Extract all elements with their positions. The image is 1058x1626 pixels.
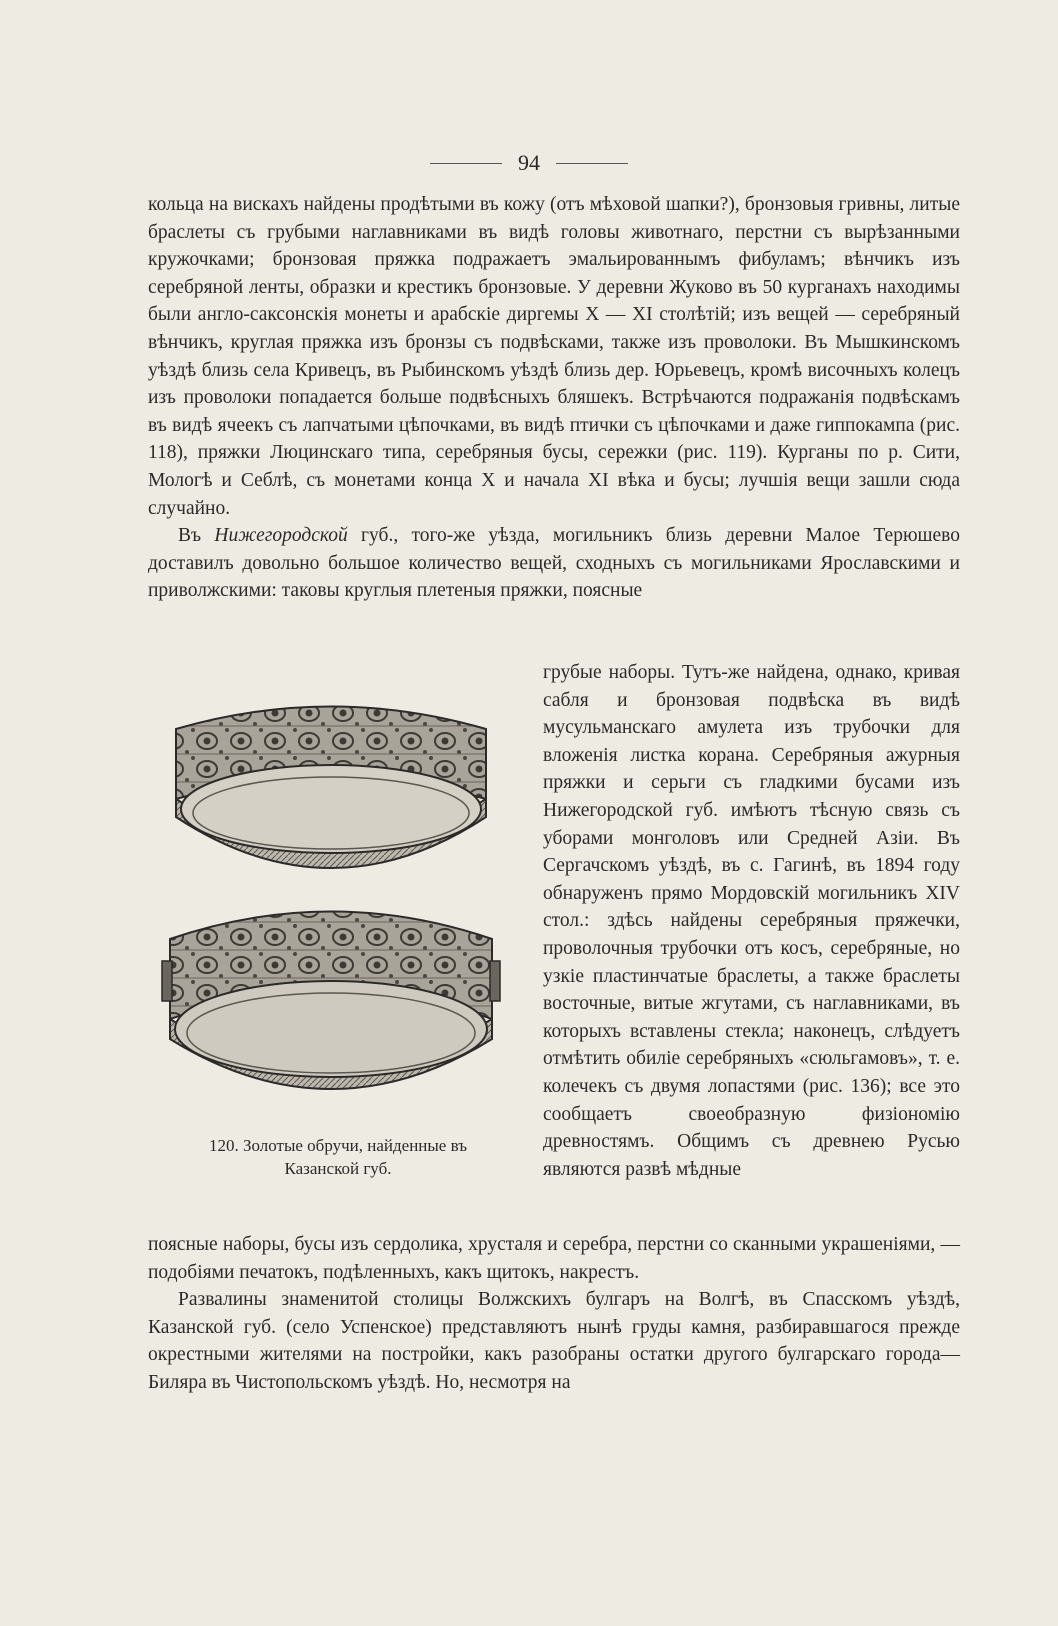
bracelet-bottom <box>162 912 500 1090</box>
paragraph-2-italic: Нижегородской <box>214 525 348 547</box>
figure-and-side-text <box>148 659 960 1231</box>
paragraph-2-prefix: Въ <box>178 525 215 547</box>
figure-caption <box>148 1134 528 1180</box>
side-text-paragraph: грубые наборы. Тутъ-же найдена, однако, кривая сабля и бронзовая подвѣска въ видѣ мусульманскаго амулета изъ трубочки для вложенія листка корана. Серебряныя ажурныя пряжки и серьги съ гладкими бусами изъ Нижегородской губ. имѣютъ тѣсную связь съ уборами монголовъ или Средней Азіи. Въ Сергачскомъ уѣздѣ, въ с. Гагинѣ, въ 1894 году обнаруженъ прямо Мордовскій могильникъ XIV стол.: здѣсь найдены серебряныя пряжечки, проволочныя трубочки отъ косъ, серебряные, но узкіе пластинчатые браслеты, а также браслеты восточные, витые жгутами, съ наглавниками, въ которыхъ вставлены стекла; наконецъ, слѣдуетъ отмѣтить обиліе серебряныхъ «сюльгамовъ», т. е. колечекъ съ двумя лопастями (рис. 136); все это сообщаетъ своеобразную физіономію древностямъ. Общимъ съ древнею Русью являются развѣ мѣдные <box>543 662 960 1180</box>
page-number-header <box>0 150 1058 176</box>
paragraph-2-end: поясные наборы, бусы изъ сердолика, хрусталя и серебра, перстни со сканными украшеніями, — подобіями печатокъ, подѣленныхъ, какъ щитокъ, накрестъ. <box>148 1234 960 1283</box>
text-block-top <box>148 191 960 605</box>
figure-120 <box>148 659 528 1219</box>
paragraph-2 <box>148 522 960 605</box>
figure-caption-line-2: Казанской губ. <box>284 1159 392 1178</box>
header-rule-right <box>556 163 628 164</box>
side-text-column <box>543 659 960 1183</box>
bracelets-illustration <box>156 699 506 1119</box>
paragraph-2-rest: губ., того-же уѣзда, могильникъ близь деревни Малое Терюшево доставилъ довольно большое количество вещей, сходныхъ съ могильниками Ярославскими и приволжскими: таковы круглыя плетеныя пряжки, поясные <box>148 525 961 602</box>
bracelet-top <box>176 707 486 869</box>
text-block-bottom <box>148 1231 960 1397</box>
figure-caption-line-1: 120. Золотые обручи, найденные въ <box>208 1136 467 1155</box>
paragraph-3: Развалины знаменитой столицы Волжскихъ булгаръ на Волгѣ, въ Спасскомъ уѣздѣ, Казанской губ. (село Успенское) представляютъ нынѣ груды камня, разбиравшагося прежде окрестными жителями на постройки, какъ разобраны остатки другого булгарскаго города—Биляра въ Чистопольскомъ уѣздѣ. Но, несмотря на <box>148 1289 960 1393</box>
paragraph-1: кольца на вискахъ найдены продѣтыми въ кожу (отъ мѣховой шапки?), бронзовыя гривны, литые браслеты съ грубыми наглавниками въ видѣ головы животнаго, перстни съ вырѣзанными кружочками; бронзовая пряжка подражаетъ эмальированнымъ фибуламъ; вѣнчикъ изъ серебряной ленты, образки и крестикъ бронзовые. У деревни Жуково въ 50 курганахъ находимы были англо-саксонскія монеты и арабскіе диргемы X — XI столѣтій; изъ вещей — серебряный вѣнчикъ, круглая пряжка изъ бронзы съ подвѣсками, также изъ проволоки. Въ Мышкинскомъ уѣздѣ близь села Кривецъ, въ Рыбинскомъ уѣздѣ близь дер. Юрьевецъ, кромѣ височныхъ колецъ изъ проволоки попадается больше подвѣсныхъ бляшекъ. Встрѣчаются подражанія подвѣскамъ въ видѣ ячеекъ съ лапчатыми цѣпочками, въ видѣ птички съ цѣпочками и даже гиппокампа (рис. 118), пряжки Люцинскаго типа, серебряныя бусы, сережки (рис. 119). Курганы по р. Сити, Мологѣ и Себлѣ, съ монетами конца X и начала XI вѣка и бусы; лучшія вещи зашли сюда случайно. <box>148 194 960 519</box>
page-number: 94 <box>518 150 540 175</box>
header-rule-left <box>430 163 502 164</box>
